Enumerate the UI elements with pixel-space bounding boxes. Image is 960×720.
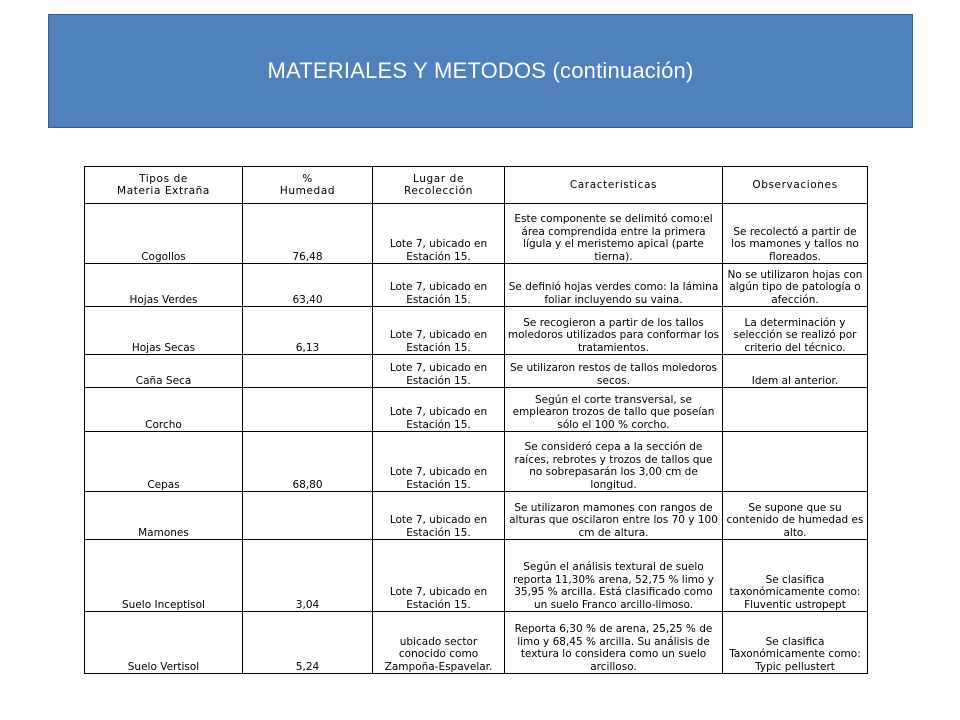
- cell-caracteristicas: Se recogieron a partir de los tallos moledoros utilizados para conformar los tratamientos.: [505, 307, 723, 355]
- cell-tipo: Cogollos: [85, 204, 243, 264]
- cell-tipo: Hojas Secas: [85, 307, 243, 355]
- cell-lugar: Lote 7, ubicado en Estación 15.: [373, 264, 505, 307]
- header-humedad: % Humedad: [243, 167, 373, 204]
- cell-caracteristicas: Se utilizaron mamones con rangos de alturas que oscilaron entre los 70 y 100 cm de altura.: [505, 492, 723, 540]
- cell-caracteristicas: Se definió hojas verdes como: la lámina foliar incluyendo su vaina.: [505, 264, 723, 307]
- materials-table: [84, 166, 868, 674]
- cell-caracteristicas: Reporta 6,30 % de arena, 25,25 % de limo y 68,45 % arcilla. Su análisis de textura lo considera como un suelo arcilloso.: [505, 612, 723, 674]
- header-caracteristicas: Caracteristicas: [505, 167, 723, 204]
- cell-observaciones: No se utilizaron hojas con algún tipo de patología o afección.: [723, 264, 868, 307]
- cell-humedad: [243, 388, 373, 432]
- cell-tipo: Cepas: [85, 432, 243, 492]
- cell-tipo: Corcho: [85, 388, 243, 432]
- cell-lugar: Lote 7, ubicado en Estación 15.: [373, 204, 505, 264]
- cell-tipo: Suelo Inceptisol: [85, 540, 243, 612]
- table-header-row: [85, 167, 868, 204]
- table-row: [85, 307, 868, 355]
- cell-caracteristicas: Este componente se delimitó como:el área comprendida entre la primera lígula y el meristemo apical (parte tierna).: [505, 204, 723, 264]
- cell-humedad: 76,48: [243, 204, 373, 264]
- table-row: [85, 355, 868, 388]
- cell-caracteristicas: Se utilizaron restos de tallos moledoros secos.: [505, 355, 723, 388]
- cell-humedad: 6,13: [243, 307, 373, 355]
- cell-observaciones: Se clasifica Taxonómicamente como: Typic pellustert: [723, 612, 868, 674]
- cell-tipo: Suelo Vertisol: [85, 612, 243, 674]
- cell-caracteristicas: Según el análisis textural de suelo reporta 11,30% arena, 52,75 % limo y 35,95 % arcilla. Está clasificado como un suelo Franco arcillo-limoso.: [505, 540, 723, 612]
- table-row: [85, 540, 868, 612]
- table-row: [85, 204, 868, 264]
- cell-tipo: Caña Seca: [85, 355, 243, 388]
- cell-tipo: Mamones: [85, 492, 243, 540]
- cell-humedad: 63,40: [243, 264, 373, 307]
- header-tipo: Tipos de Materia Extraña: [85, 167, 243, 204]
- cell-observaciones: Idem al anterior.: [723, 355, 868, 388]
- table-row: [85, 388, 868, 432]
- table-row: [85, 492, 868, 540]
- cell-lugar: Lote 7, ubicado en Estación 15.: [373, 492, 505, 540]
- cell-caracteristicas: Se consideró cepa a la sección de raíces, rebrotes y trozos de tallos que no sobrepasarán los 3,00 cm de longitud.: [505, 432, 723, 492]
- cell-lugar: Lote 7, ubicado en Estación 15.: [373, 307, 505, 355]
- cell-humedad: 5,24: [243, 612, 373, 674]
- cell-observaciones: La determinación y selección se realizó por criterio del técnico.: [723, 307, 868, 355]
- cell-observaciones: Se recolectó a partir de los mamones y tallos no floreados.: [723, 204, 868, 264]
- table-row: [85, 612, 868, 674]
- table-row: [85, 264, 868, 307]
- cell-lugar: Lote 7, ubicado en Estación 15.: [373, 432, 505, 492]
- cell-caracteristicas: Según el corte transversal, se emplearon trozos de tallo que poseían sólo el 100 % corcho.: [505, 388, 723, 432]
- header-lugar: Lugar de Recolección: [373, 167, 505, 204]
- cell-humedad: 68,80: [243, 432, 373, 492]
- cell-observaciones: [723, 432, 868, 492]
- cell-humedad: [243, 355, 373, 388]
- cell-humedad: 3,04: [243, 540, 373, 612]
- cell-lugar: ubicado sector conocido como Zampoña-Espavelar.: [373, 612, 505, 674]
- cell-humedad: [243, 492, 373, 540]
- cell-observaciones: Se supone que su contenido de humedad es alto.: [723, 492, 868, 540]
- slide-title: MATERIALES Y METODOS (continuación): [267, 58, 694, 83]
- table-row: [85, 432, 868, 492]
- cell-lugar: Lote 7, ubicado en Estación 15.: [373, 388, 505, 432]
- title-banner: [48, 14, 913, 128]
- cell-observaciones: Se clasifica taxonómicamente como: Fluventic ustropept: [723, 540, 868, 612]
- cell-observaciones: [723, 388, 868, 432]
- cell-tipo: Hojas Verdes: [85, 264, 243, 307]
- header-observaciones: Observaciones: [723, 167, 868, 204]
- cell-lugar: Lote 7, ubicado en Estación 15.: [373, 540, 505, 612]
- cell-lugar: Lote 7, ubicado en Estación 15.: [373, 355, 505, 388]
